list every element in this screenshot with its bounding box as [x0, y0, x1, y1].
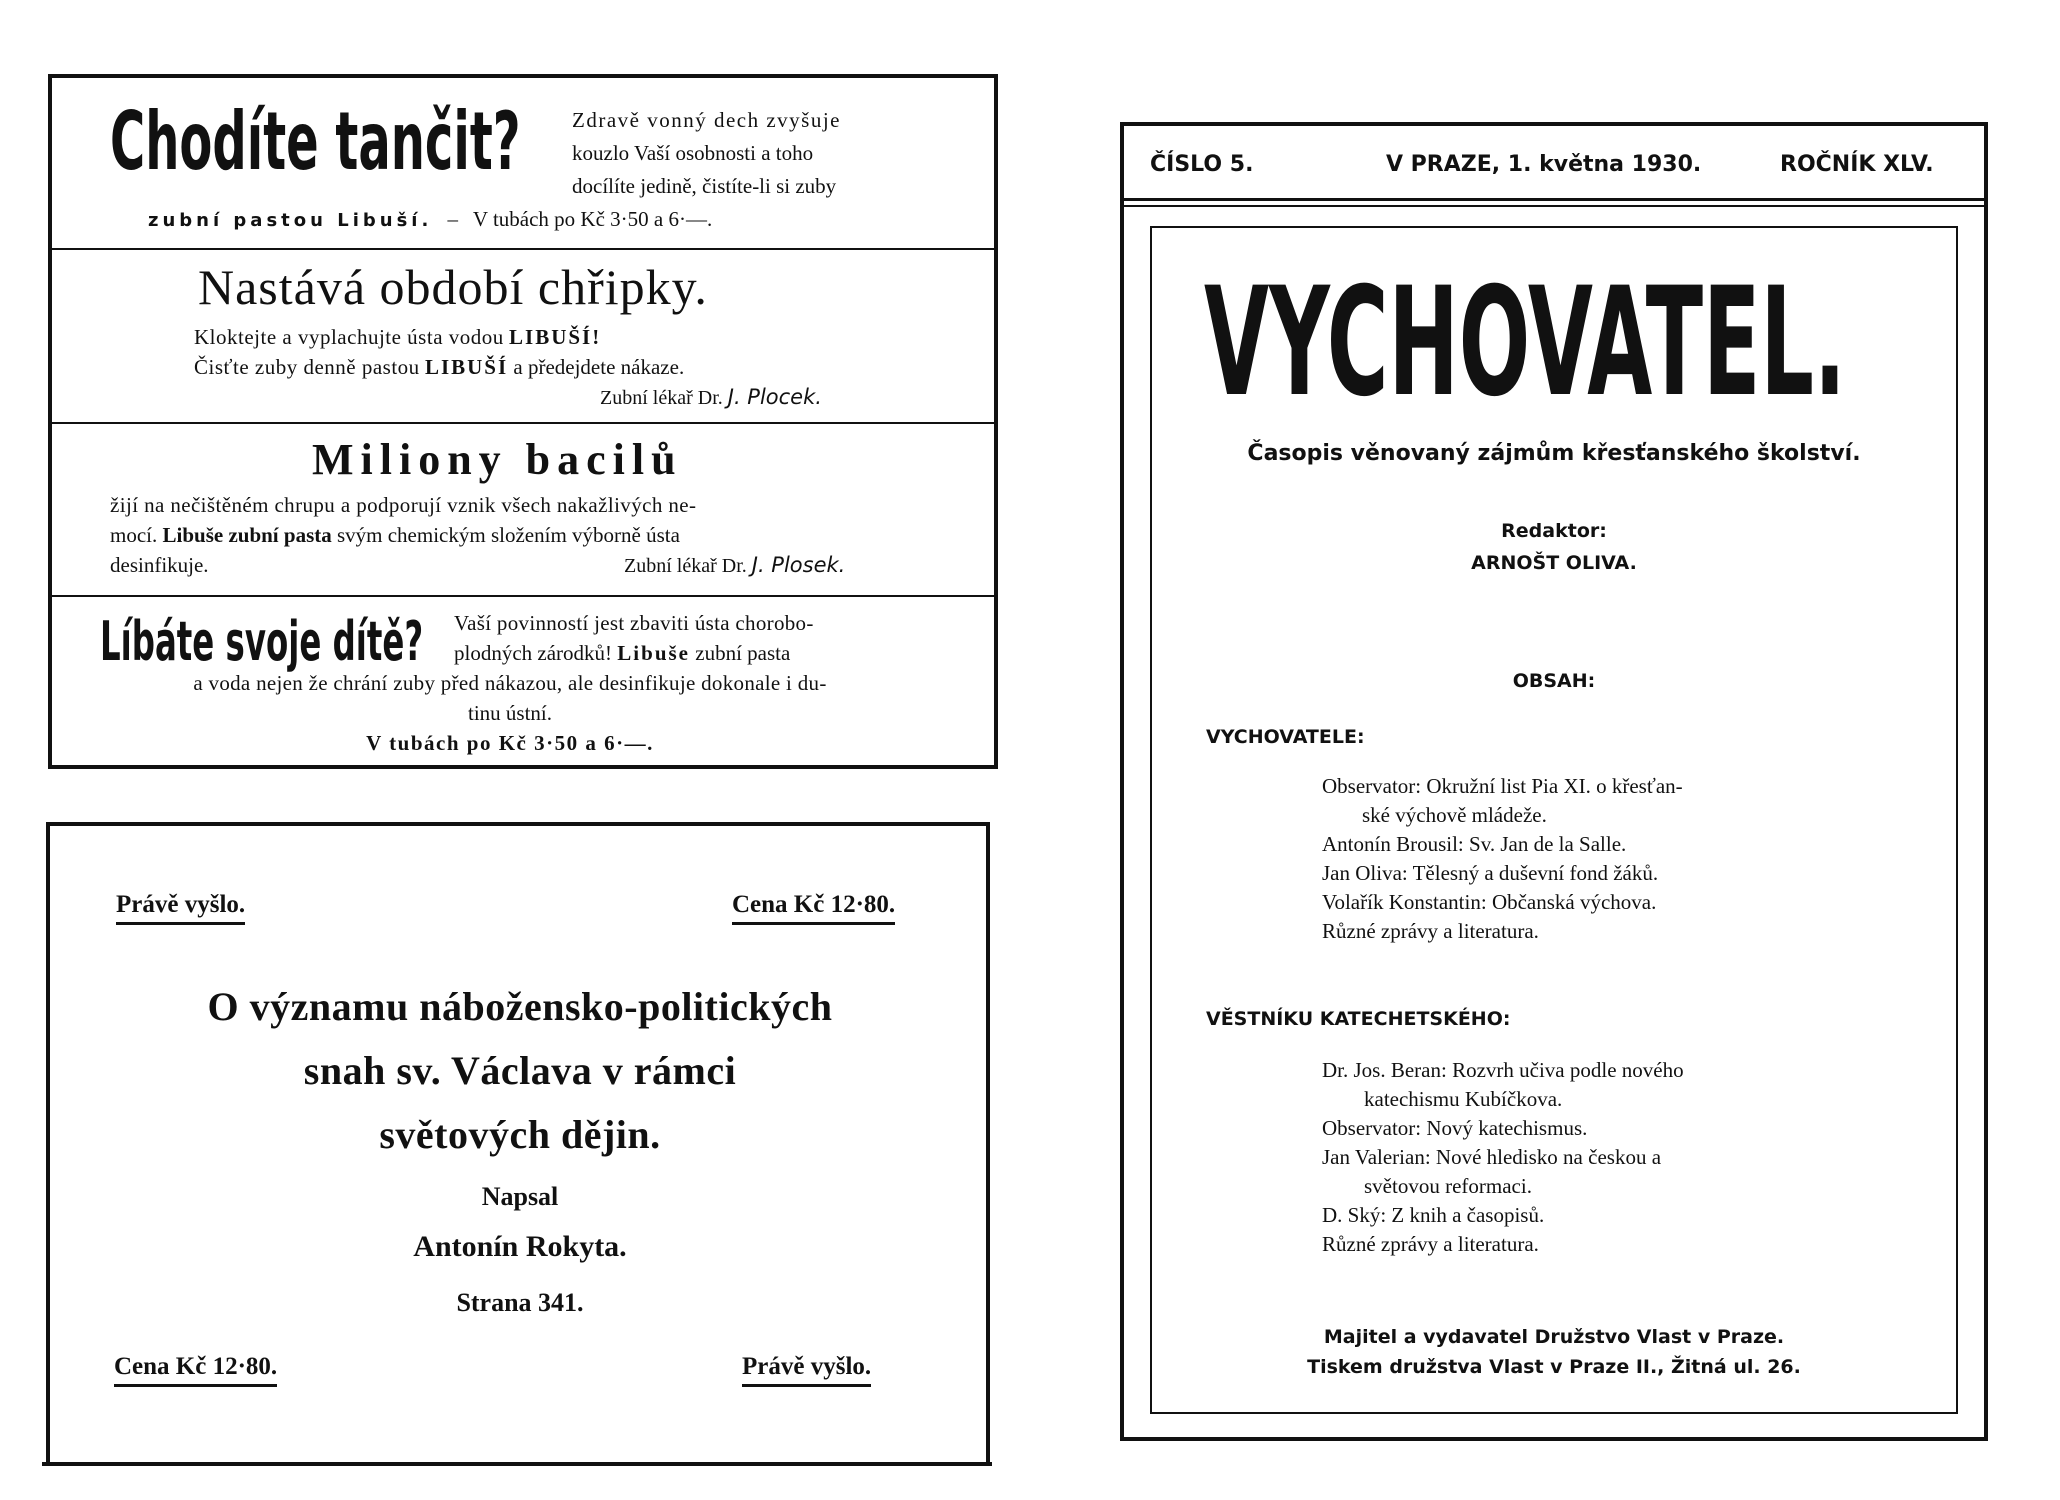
ad-dite-line3: a voda nejen že chrání zuby před nákazou, ale desinfikuje dokonale i du-	[193, 671, 827, 695]
ad-dite-line4: tinu ústní.	[467, 701, 552, 725]
ad-bacily-line2a: mocí.	[110, 523, 158, 547]
book-title	[60, 975, 980, 1167]
ad-bacily-line2b: Libuše zubní pasta	[162, 523, 332, 547]
book-written-by: Napsal	[481, 1182, 559, 1211]
journal-editor-label: Redaktor:	[1501, 520, 1607, 542]
ad-chodite-product: zubní pastou Libuší.	[148, 210, 433, 231]
ad-chodite-text-2: kouzlo Vaší osobnosti a toho	[572, 141, 814, 165]
ad-chripka-signature-a: Zubní lékař Dr.	[600, 387, 723, 409]
journal-editor-name: ARNOŠT OLIVA.	[1471, 552, 1637, 574]
ad-chripka-signature-b: J. Plocek.	[727, 385, 822, 409]
journal-section-2-list	[1322, 1056, 1684, 1259]
journal-subtitle: Časopis věnovaný zájmům křesťanského školství.	[1247, 441, 1861, 466]
toc-item: D. Ský: Z knih a časopisů.	[1322, 1203, 1545, 1227]
ad-bacily-signature-a: Zubní lékař Dr.	[624, 555, 747, 577]
book-just-out-bottom: Právě vyšlo.	[742, 1352, 871, 1387]
ad-bacily-line3: desinfikuje.	[110, 553, 209, 577]
journal-publisher-1: Majitel a vydavatel Družstvo Vlast v Praze.	[1323, 1326, 1785, 1348]
ad-dite-headline: Líbáte svoje dítě?	[100, 610, 424, 673]
ad-chripka-line1a: Kloktejte a vyplachujte ústa vodou	[194, 325, 504, 349]
journal-place-date: V PRAZE, 1. května 1930.	[1386, 152, 1702, 177]
ad-chodite-dash: –	[447, 207, 459, 231]
toc-item: Dr. Jos. Beran: Rozvrh učiva podle nového	[1322, 1058, 1684, 1082]
journal-volume: ROČNÍK XLV.	[1780, 152, 1934, 177]
book-title-line3: světových dějin.	[379, 1112, 661, 1157]
ad-bacily-line2c: svým chemickým složením výborně ústa	[336, 523, 680, 547]
book-author: Antonín Rokyta.	[413, 1230, 627, 1263]
ad-chodite-price: V tubách po Kč 3·50 a 6·—.	[472, 207, 713, 231]
book-title-line2: snah sv. Václava v rámci	[303, 1048, 737, 1093]
journal-contents-label: OBSAH:	[1512, 670, 1596, 692]
toc-item: katechismu Kubíčkova.	[1364, 1087, 1563, 1111]
ad-chodite-headline: Chodíte tančit?	[110, 95, 521, 188]
toc-item: Jan Oliva: Tělesný a duševní fond žáků.	[1322, 861, 1659, 885]
ad-bacily-headline: Miliony bacilů	[312, 435, 683, 484]
ad-dite-text-2a: plodných zárodků!	[454, 641, 613, 665]
toc-item: Jan Valerian: Nové hledisko na českou a	[1322, 1145, 1662, 1169]
toc-item: Různé zprávy a literatura.	[1322, 919, 1539, 943]
ad-chripka-line2a: Čisťte zuby denně pastou	[194, 355, 420, 379]
journal-issue: ČÍSLO 5.	[1150, 152, 1254, 177]
journal-title: VYCHOVATEL.	[1204, 256, 1846, 430]
toc-item: Volařík Konstantin: Občanská výchova.	[1322, 890, 1657, 914]
book-title-line1: O významu nábožensko-politických	[207, 984, 833, 1029]
journal-section-1: VYCHOVATELE:	[1206, 726, 1365, 748]
ad-dite-price: V tubách po Kč 3·50 a 6·—.	[366, 731, 654, 755]
journal-section-1-list	[1322, 772, 1683, 946]
toc-item: Antonín Brousil: Sv. Jan de la Salle.	[1322, 832, 1627, 856]
ad-chripka-line2c: a předejdete nákaze.	[513, 355, 685, 379]
ad-chripka-line2b: LIBUŠÍ	[424, 355, 509, 379]
book-just-out-top: Právě vyšlo.	[116, 890, 245, 925]
ad-chripka-headline: Nastává období chřipky.	[198, 259, 708, 315]
toc-item: ské výchově mládeže.	[1362, 803, 1547, 827]
toc-item: Observator: Okružní list Pia XI. o křesťan-	[1322, 774, 1683, 798]
ad-dite-text-1: Vaší povinností jest zbaviti ústa chorobo-	[454, 611, 814, 635]
ad-chodite-text-1: Zdravě vonný dech zvyšuje	[572, 108, 842, 132]
ad-chodite-text-3: docílíte jedině, čistíte-li si zuby	[572, 174, 837, 198]
book-pages: Strana 341.	[456, 1288, 584, 1317]
ad-dite-text-2c: zubní pasta	[695, 641, 791, 665]
toc-item: Observator: Nový katechismus.	[1322, 1116, 1588, 1140]
ad-bacily-signature-b: J. Plosek.	[751, 553, 846, 577]
book-price-top: Cena Kč 12·80.	[732, 890, 895, 925]
toc-item: světovou reformaci.	[1364, 1174, 1532, 1198]
ad-bacily-line1: žijí na nečištěném chrupu a podporují vznik všech nakažlivých ne-	[110, 493, 697, 517]
journal-publisher-2: Tiskem družstva Vlast v Praze II., Žitná ul. 26.	[1307, 1356, 1801, 1378]
ad-dite-text-2b: Libuše	[617, 641, 690, 665]
toc-item: Různé zprávy a literatura.	[1322, 1232, 1539, 1256]
ad-chripka-line1b: LIBUŠÍ!	[509, 325, 602, 349]
journal-section-2: VĚSTNÍKU KATECHETSKÉHO:	[1206, 1008, 1511, 1030]
book-price-bottom: Cena Kč 12·80.	[114, 1352, 277, 1387]
